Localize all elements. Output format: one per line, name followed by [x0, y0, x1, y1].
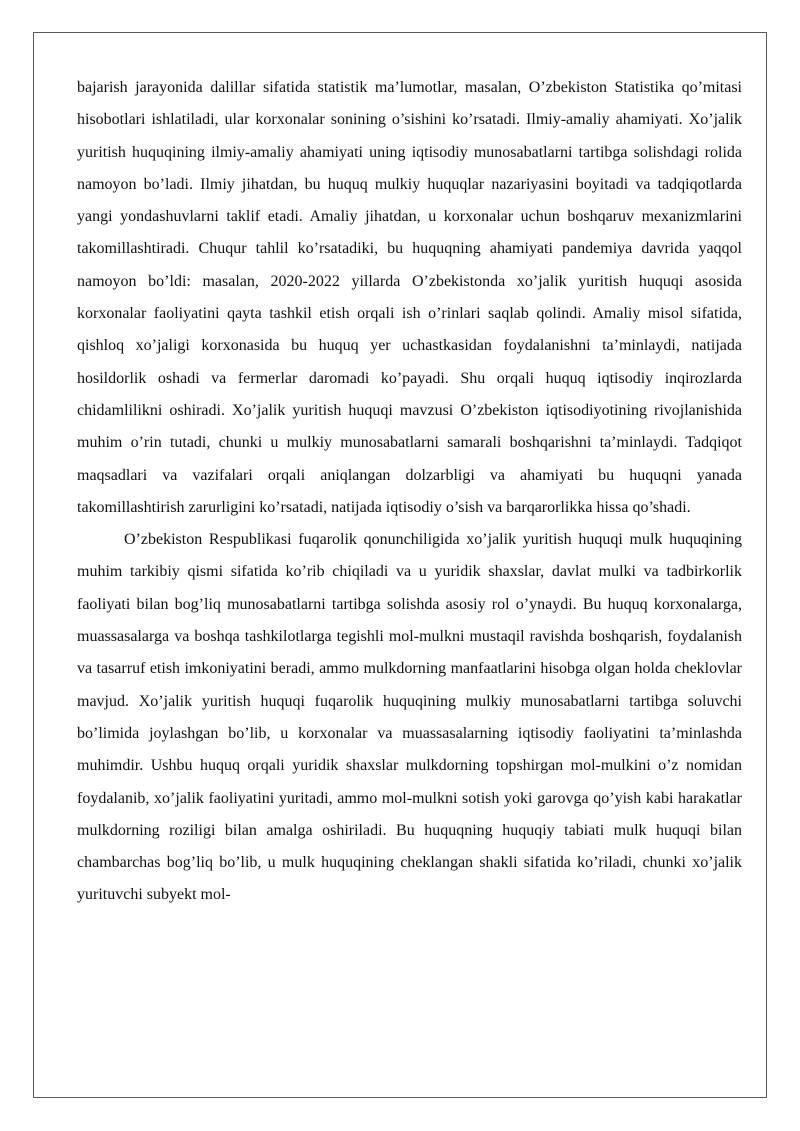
paragraph-1: bajarish jarayonida dalillar sifatida statistik ma’lumotlar, masalan, O’zbekiston Statistika qo’mitasi hisobotlari ishlatiladi, ular korxonalar sonining o’sishini ko’rsatadi. Ilmiy-amaliy ahamiyati. Xo’jalik yuritish huquqining ilmiy-amaliy ahamiyati uning iqtisodiy munosabatlarni tartibga solishdagi rolida namoyon bo’ladi. Ilmiy jihatdan, bu huquq mulkiy huquqlar nazariyasini boyitadi va tadqiqotlarda yangi yondashuvlarni taklif etadi. Amaliy jihatdan, u korxonalar uchun boshqaruv mexanizmlarini takomillashtiradi. Chuqur tahlil ko’rsatadiki, bu huquqning ahamiyati pandemiya davrida yaqqol namoyon bo’ldi: masalan, 2020-2022 yillarda O’zbekistonda xo’jalik yuritish huquqi asosida korxonalar faoliyatini qayta tashkil etish orqali ish o’rinlari saqlab qolindi. Amaliy misol sifatida, qishloq xo’jaligi korxonasida bu huquq yer uchastkasidan foydalanishni ta’minlaydi, natijada hosildorlik oshadi va fermerlar daromadi ko’payadi. Shu orqali huquq iqtisodiy inqirozlarda chidamlilikni oshiradi. Xo’jalik yuritish huquqi mavzusi O’zbekiston iqtisodiyotining rivojlanishida muhim o’rin tutadi, chunki u mulkiy munosabatlarni samarali boshqarishni ta’minlaydi. Tadqiqot maqsadlari va vazifalari orqali aniqlangan dolzarbligi va ahamiyati bu huquqni yanada takomillashtirish zarurligini ko’rsatadi, natijada iqtisodiy o’sish va barqarorlikka hissa qo’shadi. — [77, 79, 742, 516]
document-body — [77, 72, 742, 912]
paragraph-2: O’zbekiston Respublikasi fuqarolik qonunchiligida xo’jalik yuritish huquqi mulk huquqining muhim tarkibiy qismi sifatida ko’rib chiqiladi va u yuridik shaxslar, davlat mulki va tadbirkorlik faoliyati bilan bog’liq munosabatlarni tartibga solishda asosiy rol o’ynaydi. Bu huquq korxonalarga, muassasalarga va boshqa tashkilotlarga tegishli mol-mulkni mustaqil ravishda boshqarish, foydalanish va tasarruf etish imkoniyatini beradi, ammo mulkdorning manfaatlarini hisobga olgan holda cheklovlar mavjud. Xo’jalik yuritish huquqi fuqarolik huquqining mulkiy munosabatlarni tartibga soluvchi bo’limida joylashgan bo’lib, u korxonalar va muassasalarning iqtisodiy faoliyatini ta’minlashda muhimdir. Ushbu huquq orqali yuridik shaxslar mulkdorning topshirgan mol-mulkini o’z nomidan foydalanib, xo’jalik faoliyatini yuritadi, ammo mol-mulkni sotish yoki garovga qo’yish kabi harakatlar mulkdorning roziligi bilan amalga oshiriladi. Bu huquqning huquqiy tabiati mulk huquqi bilan chambarchas bog’liq bo’lib, u mulk huquqining cheklangan shakli sifatida ko’riladi, chunki xo’jalik yurituvchi subyekt mol- — [77, 531, 742, 904]
